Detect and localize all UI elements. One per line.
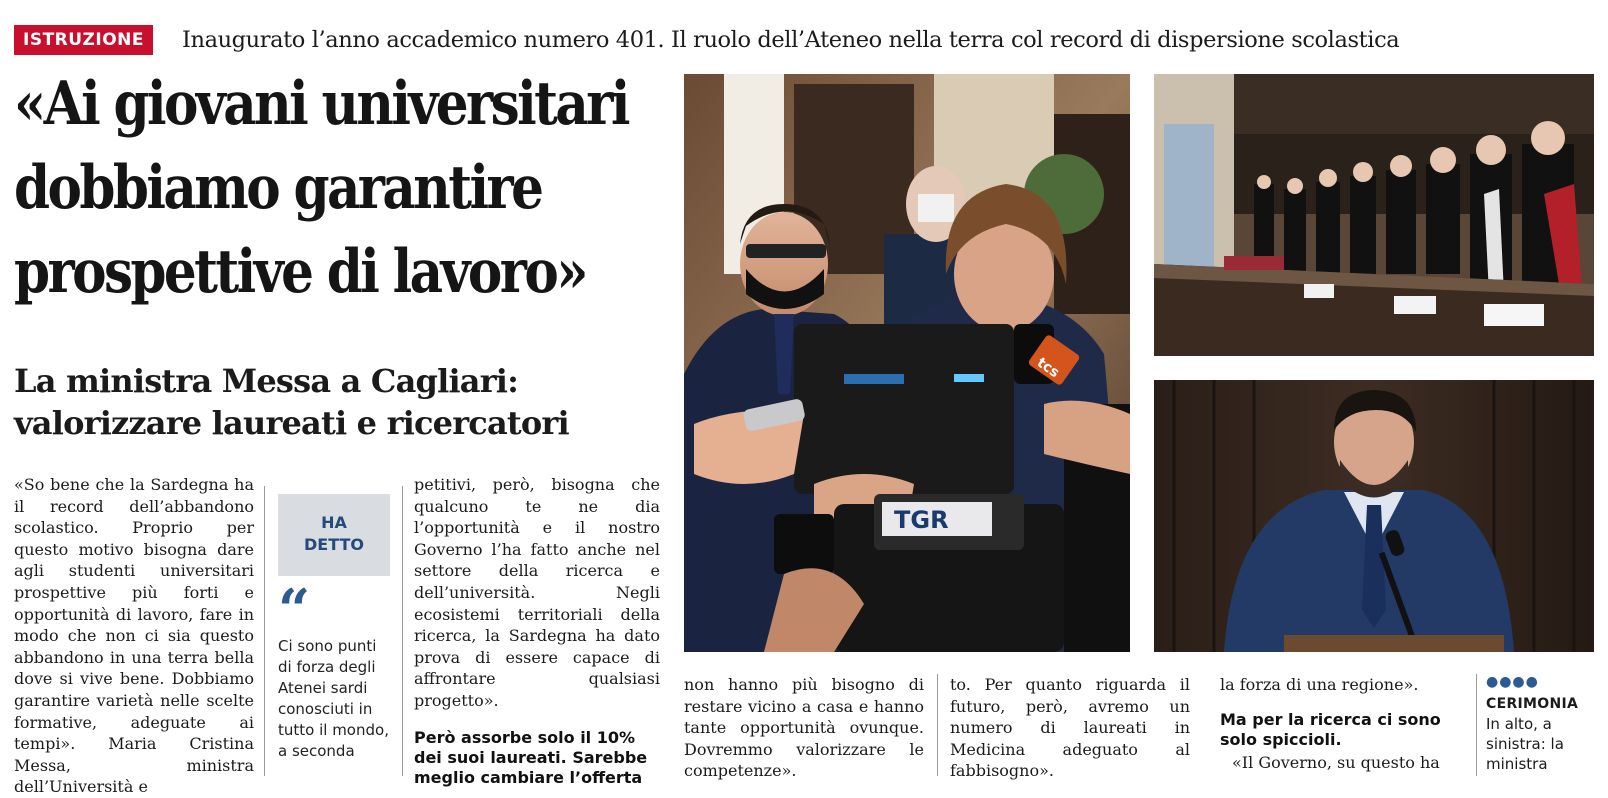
ha-detto-box: [278, 494, 390, 576]
article-column-4: [684, 674, 924, 782]
subheading-line: meglio cambiare l’offerta: [414, 767, 643, 787]
subhead-line: La ministra Messa a Cagliari:: [14, 362, 519, 400]
ha-detto-label: DETTO: [303, 535, 364, 554]
subheading-line: solo spiccioli.: [1220, 729, 1342, 749]
column-divider: [937, 674, 938, 776]
photo-ceremony: [1154, 74, 1594, 356]
ceremony-illustration: [1154, 74, 1594, 356]
article-paragraph: la forza di una regione».: [1220, 675, 1419, 694]
kicker-bar: [14, 22, 1594, 58]
article-column-1: [14, 474, 254, 798]
camera-brand-label: TGR: [894, 506, 949, 534]
subheading-line: Però assorbe solo il 10%: [414, 727, 636, 747]
headline-line: dobbiamo garantire: [14, 153, 542, 223]
caption-title: CERIMONIA: [1486, 696, 1579, 712]
subheading-line: Ma per la ricerca ci sono: [1220, 709, 1441, 729]
ha-detto-label: HA: [321, 513, 347, 532]
column-divider: [402, 486, 403, 776]
subhead: [14, 360, 674, 444]
article-paragraph: petitivi, però, bisogna che qualcuno te ne dia l’opportunità e il nostro Governo l’ha fatto anche nel settore della ricerca e dell’università. Negli ecosistemi territoriali della ricerca, la Sardegna ha dato prova di essere capace di affrontare qualsiasi progetto».: [414, 475, 660, 710]
headline-line: prospettive di lavoro»: [14, 237, 586, 307]
press-scene-illustration: [684, 74, 1130, 652]
photo-minister-press: [684, 74, 1130, 652]
headline-line: «Ai giovani universitari: [14, 69, 628, 139]
caption-text: In alto, a sinistra: la ministra: [1486, 715, 1564, 773]
subheading-bold: [1220, 710, 1466, 750]
quote-sidebar: [278, 494, 390, 762]
column-divider: [264, 486, 265, 776]
subhead-line: valorizzare laureati e ricercatori: [14, 404, 569, 442]
headline: [14, 62, 628, 314]
article-paragraph: «Il Governo, su questo ha: [1232, 752, 1440, 772]
speaker-illustration: [1154, 380, 1594, 652]
article-paragraph: to. Per quanto riguarda il futuro, però, avremo un numero di laureati in Medicina adeguato al fabbisogno».: [950, 675, 1190, 781]
article-paragraph: non hanno più bisogno di restare vicino a casa e hanno tante opportunità ovunque. Dovremmo valorizzare le competenze».: [684, 675, 924, 781]
subheading-line: dei suoi laureati. Sarebbe: [414, 747, 648, 767]
mic-brand-label: tcs: [1033, 354, 1063, 382]
section-tag: ISTRUZIONE: [14, 25, 153, 55]
article-column-3: [414, 474, 660, 788]
photo-caption: [1486, 674, 1598, 774]
kicker-text: Inaugurato l’anno accademico numero 401. Il ruolo dell’Ateneo nella terra col record di dispersione scolastica: [182, 27, 1400, 53]
article-column-5: [950, 674, 1190, 782]
article-column-6: [1220, 674, 1466, 773]
sidebar-quote: Ci sono punti di forza degli Atenei sardi conosciuti in tutto il mondo, a seconda: [278, 637, 389, 760]
photo-speaker-lectern: [1154, 380, 1594, 652]
caption-dots-icon: ●●●●: [1486, 674, 1539, 690]
column-divider: [1476, 674, 1477, 776]
quote-mark-icon: “: [278, 577, 311, 643]
subheading-bold: [414, 728, 660, 788]
article-paragraph: «So bene che la Sardegna ha il record dell’abbandono scolastico. Proprio per questo motivo bisogna dare agli studenti universitari prospettive più forti e opportunità di lavoro, fare in modo che non ci sia questo abbandono in una terra bella dove si vive bene. Dobbiamo garantire varietà nelle scelte formative, adeguate ai tempi». Maria Cristina Messa, ministra dell’Università e: [14, 475, 254, 797]
